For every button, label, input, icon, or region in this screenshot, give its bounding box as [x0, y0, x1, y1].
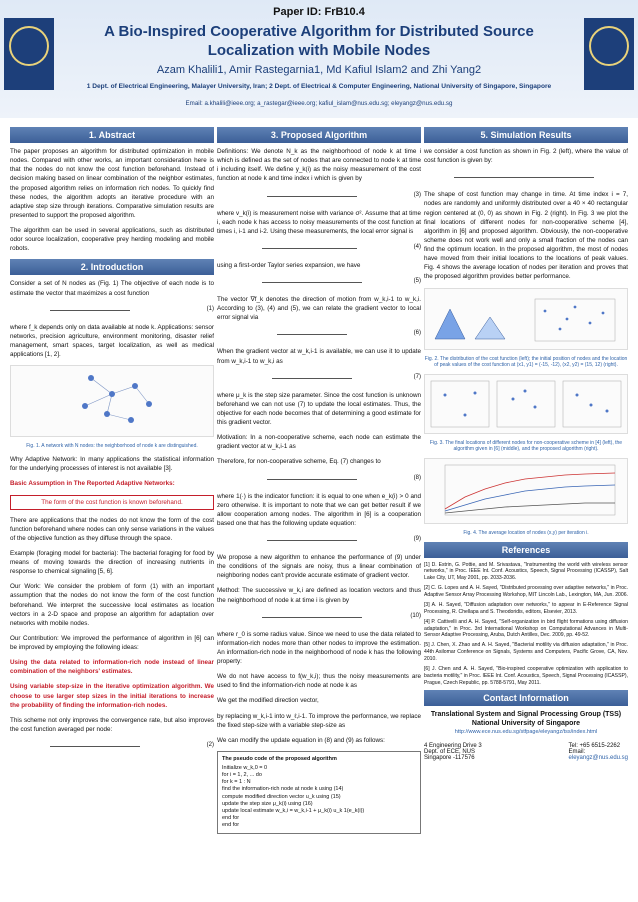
our-work-text: Our Work: We consider the problem of form (1) with an important assumption that the nodes do not know the form of the cost function beforehand. We interpret the successive local estimates as location vectors in a 2-D space and propose an algorithm for adaptation over networks with mobile nodes. [10, 583, 214, 627]
equation-10: (10) [217, 611, 421, 624]
our-contribution-text: Our Contribution: We improved the performance of algorithm in [6] can be improved by employing the following ideas: [10, 634, 214, 651]
modified-text: We get the modified direction vector, [217, 697, 319, 705]
equation-6: (6) [217, 328, 421, 341]
section-contact: Contact Information [424, 690, 628, 706]
poster-title: A Bio-Inspired Cooperative Algorithm for Distributed Source Localization with Mobile Nodes [104, 23, 534, 59]
results-text-1: we consider a cost function as shown in Fig. 2 (left), where the value of cost function is given by: [424, 148, 628, 165]
update-text: We can modify the update equation in (8) and (9) as follows: [217, 736, 385, 744]
pseudo-code-line: update the step size μ_k(i) using (16) [222, 800, 313, 807]
figure-2-caption: Fig. 2. The distribution of the cost function (left); the initial position of nodes and the location of peak values of the cost function at (x1, y1) = (-15, -12), (x2, y2) = (15, 12) (right). [424, 355, 628, 368]
contact-details [424, 743, 628, 761]
noise-text: where v_k(i) is measurement noise with variance σ². Assume that at time i, each node k has access to noisy measurements of the cost function at times i, i-1 and i-2. Using these measurements, the local error signal is [217, 209, 421, 235]
equation-8: (8) [217, 473, 421, 486]
pseudo-code-box [217, 751, 421, 834]
pseudo-code-line: end for [222, 815, 240, 821]
equation-7: (7) [217, 372, 421, 385]
column-1 [10, 127, 214, 759]
intro-text-2: where f_k depends only on data available at node k. Applications: sensor networks, precision agriculture, environment monitoring, disaster relief management, smart spaces, target localization, as well as medical applications [1, 2]. [10, 323, 214, 358]
reference-item: [5] J. Chen, X. Zhao and A. H. Sayed, "Bacterial motility via diffusion adaptation," in Proc. 44th Asilomar Conference on Signals, Systems and Computers, Pacific Grove, CA, Nov. 2010. [424, 642, 628, 662]
author-emails: Email: a.khalili@ieee.org; a_rastegar@ieee.org; kafiul_islam@nus.edu.sg; eleyangz@nus.edu.sg [185, 100, 453, 107]
affiliations: 1 Dept. of Electrical Engineering, Malayer University, Iran; 2 Dept. of Electrical & Computer Engineering, National University of Singapore, Singapore [86, 83, 552, 90]
equation-1: (1) [10, 304, 214, 317]
poster-header [0, 0, 638, 118]
figure-3-final-locations [424, 374, 628, 434]
reference-item: [6] J. Chen and A. H. Sayed, "Bio-inspired cooperative optimization with application to bacteria motility," in Proc. IEEE Int. Conf. Acoustics, Speech, Signal Processing (ICASSP), Prague, Czech Republic, pp. 5788-5791, May 2011. [424, 665, 628, 686]
when-text: When the gradient vector at w_k,i-1 is available, we can use it to update from w_k,i-1 to w_k,i as [217, 348, 421, 365]
example-text: Example (foraging model for bacteria): The bacterial foraging for food by means of moving towards the direction of increasing nutrients in response to chemical signaling [5, 6]. [10, 549, 214, 576]
motivation-text: Motivation: In a non-cooperative scheme, each node can estimate the gradient vector at w_k,i-1 as [217, 434, 421, 451]
assumption-box: The form of the cost function is known beforehand. [10, 495, 214, 510]
address-line-1: 4 Engineering Drive 3 [424, 742, 482, 749]
contact-email[interactable]: eleyangz@nus.edu.sg [568, 754, 628, 761]
taylor-text: using a first-order Taylor series expansion, we have [217, 261, 361, 269]
figure-1-network [10, 365, 214, 437]
equation-2: (2) [10, 740, 214, 753]
basic-assumption: Basic Assumption in The Reported Adaptive Networks: [10, 480, 175, 488]
pseudo-code-line: compute modified direction vector u_k using (15) [222, 793, 341, 800]
figure-3-caption: Fig. 3. The final locations of different nodes for non-cooperative scheme in [4] (left), the algorithm given in [6] (middle), and the proposed algorithm (right). [429, 439, 623, 452]
equation-9: (9) [217, 534, 421, 547]
pseudo-code-line: end for [222, 822, 240, 829]
pseudo-code-title: The pseudo code of the proposed algorithm [222, 755, 337, 762]
equation-cost [424, 171, 628, 184]
pseudo-code-line: update local estimate w_k,i = w_k,i-1 + μ_k(i) u_k 1(e_k(i)) [222, 807, 365, 814]
propose-text: We propose a new algorithm to enhance the performance of (9) under the conditions of the signals are noisy, thus a linear combination of neighboring nodes can't provide accurate estimate of gradient vector. [217, 554, 421, 580]
method-text: Method: The successive w_k,i are defined as location vectors and thus the neighborhood of node k at time i is given by [217, 587, 421, 604]
abstract-text-2: The algorithm can be used in several applications, such as distributed odor source localization, cooperative prey herding modeling and mobile robots. [10, 227, 214, 253]
contact-url[interactable]: http://www.ece.nus.edu.sg/stfpage/eleyangz/tss/index.html [454, 729, 598, 736]
address-line-2: Dept. of ECE, NUS [424, 748, 476, 755]
noaccess-text: We do not have access to f(w_k,i); thus the noisy measurements are used to find the information-rich node at node k as [217, 673, 421, 690]
intro-text-1: Consider a set of N nodes as (Fig. 1) The objective of each node is to estimate the vector that maximizes a cost function [10, 280, 214, 297]
stepsize-text: where μ_k is the step size parameter. Since the cost function is unknown beforehand we can not use (7) to update the local estimates. Thus, the objective for each node becomes that of determining a good estimate for this gradient vector. [217, 391, 421, 426]
column-2 [217, 127, 421, 834]
contact-group: Translational System and Signal Processing Group (TSS) [430, 710, 622, 718]
section-introduction: 2. Introduction [10, 259, 214, 275]
contact-tel: Tel: +65 6515-2262 [568, 742, 621, 749]
pseudo-code-line: for k = 1 : N [222, 779, 251, 786]
final-text: This scheme not only improves the convergence rate, but also improves the cost function averaged per node: [10, 716, 214, 733]
contact-email-label: Email: [568, 748, 586, 755]
definitions-text: Definitions: We denote N_k as the neighborhood of node k at time i which is defined as the set of nodes that are connected to node k at time i including itself. We define y_k(i) as the noisy measurement of the cost function at node k and time index i which is given by [217, 148, 421, 183]
reference-item: [3] A. H. Sayed, "Diffusion adaptation over networks," to appear in E-Reference Signal Processing, R. Chellapa and S. Theodoridis, editors, Elsevier, 2013. [424, 601, 628, 615]
bullet-2: Using variable step-size in the iterative optimization algorithm. We choose to use larger step sizes in the initial iterations to increase the probability of finding the information-rich nodes. [10, 683, 214, 709]
pseudo-code-line: for i = 1, 2, ... do [222, 772, 262, 779]
bullet-1: Using the data related to information-rich node instead of linear combination of the neighbors' estimates. [10, 659, 214, 676]
reference-item: [4] P. Cattivelli and A. H. Sayed, "Self-organization in bird flight formations using diffusion adaptation," in Proc. 3rd International Workshop on Computational Advances in Multi-Sensor Adaptive Processing, Aruba, Dutch Antilles, Dec. 2009, pp. 49-52. [424, 618, 628, 639]
address-line-3: Singapore -117576 [424, 754, 475, 761]
contact-block [424, 710, 628, 737]
equation-5: (5) [217, 276, 421, 289]
section-references: References [424, 542, 628, 558]
reference-item: [1] D. Estrin, G. Pottie, and M. Srivastava, "Instrumenting the world with wireless sensor networks," in Proc. IEEE Int. Conf. Acoustics, Speech, Signal Processing (ICASSP), Salt Lake City, UT, May 2001, pp. 2033-2036. [424, 561, 628, 582]
contact-university: National University of Singapore [471, 720, 581, 728]
column-3 [424, 127, 628, 761]
paper-id: Paper ID: FrB10.4 [273, 6, 365, 18]
equation-4: (4) [217, 242, 421, 255]
university-logo-right [584, 18, 634, 90]
therefore-text: Therefore, for non-cooperative scheme, Eq. (7) changes to [217, 458, 381, 466]
why-adaptive: Why Adaptive Network: In many applications the statistical information for the underlying processes of interest is not available [3]. [10, 456, 214, 473]
figure-2-cost-and-nodes [424, 288, 628, 350]
indicator-text: where 1(·) is the indicator function: it is equal to one when e_k(i) > 0 and zero otherwise. It is important to note that we can get better result if we allow cooperation among nodes. The algorithm in [6] is a cooperation based one that has the following update equation: [217, 492, 421, 527]
assumption-text: There are applications that the nodes do not know the form of the cost function beforehand where nodes can only sense variations in the values of the objective function as they diffuse through the space. [10, 516, 214, 542]
abstract-text: The paper proposes an algorithm for distributed optimization in mobile nodes. Compared with other works, an important consideration here is that the nodes do not know the cost function beforehand. Instead of decision making based on linear combination of the neighbor estimates, the proposed algorithm relies on information rich nodes. To quickly find these nodes, the algorithm adopts an iterative procedure with an adaptive step size through iterations. Comparative simulation results are presented to support the proposed algorithm. [10, 148, 214, 219]
section-proposed-algorithm: 3. Proposed Algorithm [217, 127, 421, 143]
figure-4-average-location [424, 458, 628, 524]
replacing-text: by replacing w_k,i-1 into w_ℓ,i-1. To improve the performance, we replace the fixed step-size with a variable step-size as [217, 712, 421, 729]
equation-3: (3) [217, 190, 421, 203]
authors: Azam Khalili1, Amir Rastegarnia1, Md Kafiul Islam2 and Zhi Yang2 [156, 64, 482, 76]
figure-4-caption: Fig. 4. The average location of nodes (x,y) per iteration i. [463, 529, 589, 536]
radius-text: where r_0 is some radius value. Since we need to use the data related to information-rich nodes more than other nodes to improve the estimation. An information-rich node in the neighborhood of node k has the following property: [217, 630, 421, 665]
figure-1-caption: Fig. 1. A network with N nodes: the neighborhood of node k are distinguished. [26, 443, 198, 450]
results-text-2: The shape of cost function may change in time. At time index i = 7, nodes are randomly and uniformly distributed over a 40 × 40 rectangular region centered at (0, 0) as shown in Fig. 2 (right). In Fig. 3 we plot the final locations of different nodes for non-cooperative scheme [4], algorithm in [6] and proposed algorithm. Obviously, the non-cooperative scheme does not work well and only a small fraction of the nodes can find the optimum location. In the proposed algorithm, the most of nodes have moved from their initial locations to the locations of peak values. Fig. 4 shows the average location of nodes per iteration and proves that the proposed algorithm provides better performance. [424, 191, 628, 281]
pseudo-code-line: Initialize w_k,0 = 0 [222, 765, 268, 772]
section-abstract: 1. Abstract [10, 127, 214, 143]
vector-text: The vector ∇f_k denotes the direction of motion from w_k,i-1 to w_k,i. According to (3), (4) and (5), we can relate the gradient vector to local error signal via [217, 296, 421, 322]
university-logo-left [4, 18, 54, 90]
reference-item: [2] C. G. Lopes and A. H. Sayed, "Distributed processing over adaptive networks," in Proc. Adaptive Sensor Array Processing Workshop, MIT Lincoln Lab., Lexington, MA, Jun. 2006. [424, 585, 628, 598]
section-simulation-results: 5. Simulation Results [424, 127, 628, 143]
pseudo-code-line: find the information-rich node at node k using (14) [222, 786, 344, 793]
